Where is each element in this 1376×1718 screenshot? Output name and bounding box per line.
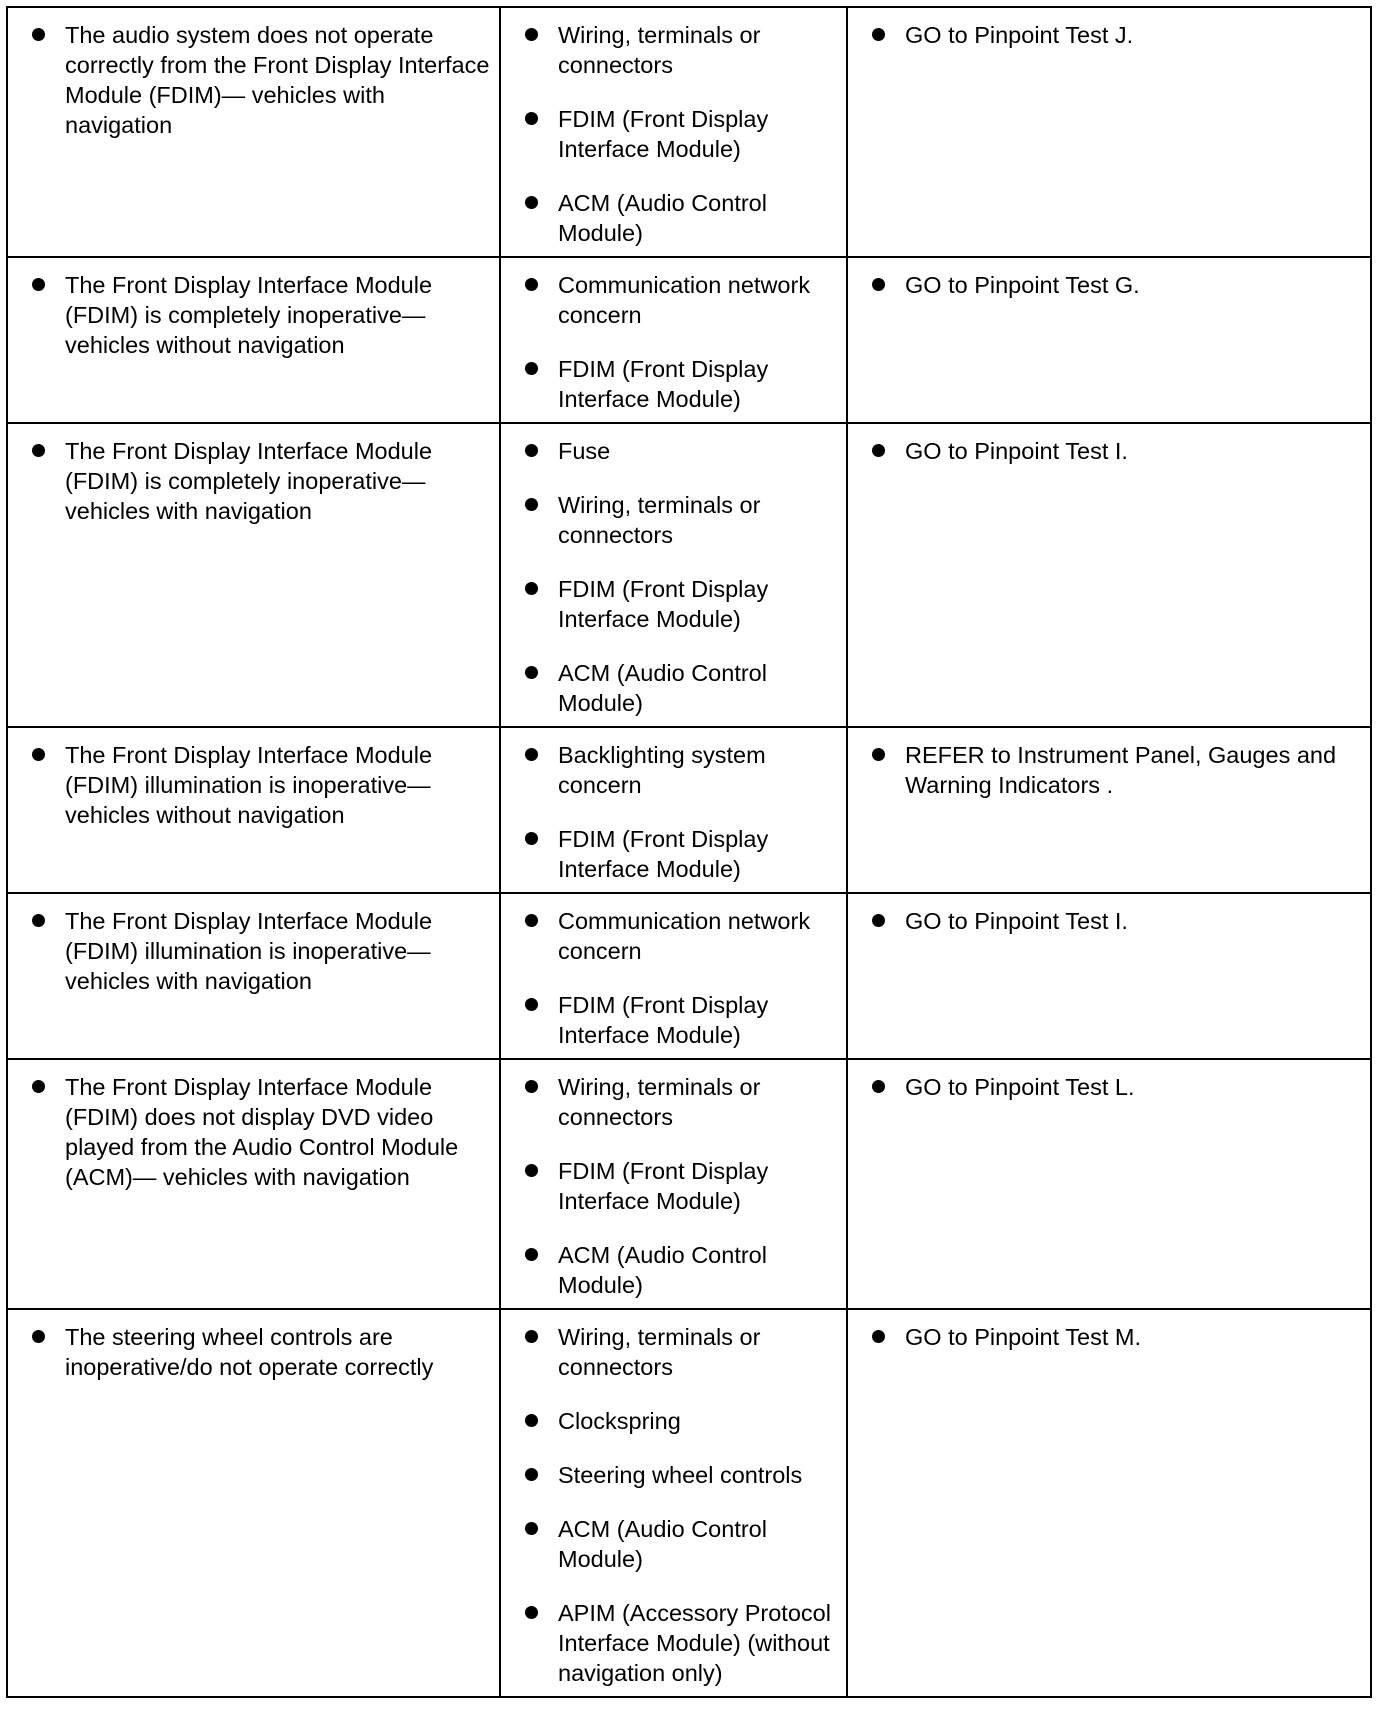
- bullet-icon: [525, 112, 538, 125]
- bullet-icon: [525, 748, 538, 761]
- list-item: [523, 574, 838, 634]
- possible-source-cell-text: Communication network concern: [558, 908, 811, 964]
- bullet-icon: [32, 444, 45, 457]
- bullet-icon: [872, 1330, 885, 1343]
- list-item: [523, 354, 838, 414]
- possible-source-cell-text: Communication network concern: [558, 272, 811, 328]
- bullet-icon: [32, 278, 45, 291]
- action-cell-list: [870, 1322, 1362, 1352]
- possible-source-cell-text: Steering wheel controls: [558, 1462, 803, 1488]
- bullet-icon: [32, 748, 45, 761]
- action-cell-text: GO to Pinpoint Test I.: [905, 908, 1128, 934]
- action-cell: [847, 893, 1371, 1059]
- possible-source-cell-text: FDIM (Front Display Interface Module): [558, 826, 769, 882]
- possible-source-cell-list: [523, 906, 838, 1050]
- action-cell: [847, 257, 1371, 423]
- possible-source-cell-text: Fuse: [558, 438, 611, 464]
- possible-source-cell-text: FDIM (Front Display Interface Module): [558, 576, 769, 632]
- bullet-icon: [525, 278, 538, 291]
- bullet-icon: [525, 362, 538, 375]
- action-cell: [847, 727, 1371, 893]
- table-row: [7, 7, 1371, 257]
- possible-source-cell-text: APIM (Accessory Protocol Interface Module) (without navigation only): [558, 1600, 831, 1686]
- bullet-icon: [525, 1330, 538, 1343]
- possible-source-cell-text: Wiring, terminals or connectors: [558, 1074, 761, 1130]
- possible-source-cell-text: FDIM (Front Display Interface Module): [558, 992, 769, 1048]
- action-cell-text: GO to Pinpoint Test L.: [905, 1074, 1135, 1100]
- list-item: [30, 906, 491, 996]
- list-item: [523, 188, 838, 248]
- possible-source-cell-list: [523, 20, 838, 248]
- bullet-icon: [525, 832, 538, 845]
- condition-cell: [7, 423, 500, 727]
- list-item: [523, 658, 838, 718]
- table-row: [7, 1059, 1371, 1309]
- possible-source-cell-list: [523, 270, 838, 414]
- list-item: [523, 436, 838, 466]
- possible-source-cell-list: [523, 1072, 838, 1300]
- list-item: [523, 990, 838, 1050]
- action-cell-list: [870, 1072, 1362, 1102]
- bullet-icon: [872, 1080, 885, 1093]
- possible-source-cell-text: ACM (Audio Control Module): [558, 660, 767, 716]
- condition-cell: [7, 1309, 500, 1697]
- action-cell-text: GO to Pinpoint Test M.: [905, 1324, 1141, 1350]
- bullet-icon: [525, 1248, 538, 1261]
- action-cell-list: [870, 270, 1362, 300]
- list-item: [523, 1240, 838, 1300]
- list-item: [30, 1322, 491, 1382]
- list-item: [523, 270, 838, 330]
- condition-cell-list: [30, 436, 491, 526]
- table-row: [7, 423, 1371, 727]
- list-item: [523, 1322, 838, 1382]
- possible-source-cell: [500, 1309, 847, 1697]
- action-cell-text: GO to Pinpoint Test J.: [905, 22, 1134, 48]
- action-cell: [847, 1059, 1371, 1309]
- condition-cell-text: The audio system does not operate correctly from the Front Display Interface Module (FDIM)— vehicles with navigation: [65, 22, 490, 138]
- possible-source-cell-list: [523, 1322, 838, 1688]
- symptom-chart-table: [6, 6, 1372, 1698]
- condition-cell-text: The Front Display Interface Module (FDIM) does not display DVD video played from the Audio Control Module (ACM)— vehicles with navigation: [65, 1074, 459, 1190]
- list-item: [523, 906, 838, 966]
- bullet-icon: [32, 914, 45, 927]
- list-item: [523, 1514, 838, 1574]
- bullet-icon: [525, 914, 538, 927]
- list-item: [870, 1322, 1362, 1352]
- possible-source-cell-text: FDIM (Front Display Interface Module): [558, 356, 769, 412]
- list-item: [523, 490, 838, 550]
- bullet-icon: [872, 748, 885, 761]
- bullet-icon: [525, 444, 538, 457]
- list-item: [30, 270, 491, 360]
- bullet-icon: [872, 278, 885, 291]
- condition-cell-text: The Front Display Interface Module (FDIM) illumination is inoperative— vehicles without navigation: [65, 742, 433, 828]
- list-item: [870, 906, 1362, 936]
- list-item: [523, 1156, 838, 1216]
- list-item: [523, 740, 838, 800]
- bullet-icon: [525, 666, 538, 679]
- condition-cell-list: [30, 20, 491, 140]
- bullet-icon: [525, 196, 538, 209]
- condition-cell: [7, 7, 500, 257]
- action-cell-list: [870, 740, 1362, 800]
- action-cell-text: REFER to Instrument Panel, Gauges and Warning Indicators .: [905, 742, 1337, 798]
- possible-source-cell-list: [523, 436, 838, 718]
- possible-source-cell-text: FDIM (Front Display Interface Module): [558, 1158, 769, 1214]
- list-item: [870, 1072, 1362, 1102]
- bullet-icon: [525, 498, 538, 511]
- table-row: [7, 893, 1371, 1059]
- bullet-icon: [525, 1414, 538, 1427]
- list-item: [523, 104, 838, 164]
- bullet-icon: [525, 28, 538, 41]
- possible-source-cell-text: Wiring, terminals or connectors: [558, 1324, 761, 1380]
- condition-cell: [7, 1059, 500, 1309]
- possible-source-cell-text: ACM (Audio Control Module): [558, 1242, 767, 1298]
- possible-source-cell: [500, 727, 847, 893]
- possible-source-cell: [500, 893, 847, 1059]
- list-item: [523, 824, 838, 884]
- possible-source-cell: [500, 257, 847, 423]
- action-cell-text: GO to Pinpoint Test G.: [905, 272, 1140, 298]
- action-cell: [847, 1309, 1371, 1697]
- condition-cell-text: The Front Display Interface Module (FDIM) is completely inoperative— vehicles without navigation: [65, 272, 433, 358]
- condition-cell: [7, 727, 500, 893]
- possible-source-cell-text: FDIM (Front Display Interface Module): [558, 106, 769, 162]
- condition-cell-text: The Front Display Interface Module (FDIM) illumination is inoperative— vehicles with navigation: [65, 908, 433, 994]
- bullet-icon: [872, 914, 885, 927]
- list-item: [30, 1072, 491, 1192]
- condition-cell-list: [30, 1072, 491, 1192]
- possible-source-cell-text: Backlighting system concern: [558, 742, 766, 798]
- list-item: [870, 740, 1362, 800]
- bullet-icon: [525, 582, 538, 595]
- list-item: [30, 20, 491, 140]
- list-item: [523, 1460, 838, 1490]
- list-item: [523, 1072, 838, 1132]
- condition-cell-list: [30, 270, 491, 360]
- table-row: [7, 727, 1371, 893]
- bullet-icon: [525, 1164, 538, 1177]
- table-row: [7, 1309, 1371, 1697]
- possible-source-cell-text: Wiring, terminals or connectors: [558, 22, 761, 78]
- symptom-chart-body: [7, 7, 1371, 1697]
- condition-cell: [7, 893, 500, 1059]
- possible-source-cell: [500, 1059, 847, 1309]
- bullet-icon: [525, 1468, 538, 1481]
- list-item: [870, 436, 1362, 466]
- bullet-icon: [32, 1330, 45, 1343]
- possible-source-cell-text: ACM (Audio Control Module): [558, 1516, 767, 1572]
- condition-cell-list: [30, 906, 491, 996]
- condition-cell-text: The Front Display Interface Module (FDIM) is completely inoperative— vehicles with navigation: [65, 438, 433, 524]
- bullet-icon: [872, 444, 885, 457]
- action-cell-text: GO to Pinpoint Test I.: [905, 438, 1128, 464]
- bullet-icon: [525, 1522, 538, 1535]
- action-cell: [847, 423, 1371, 727]
- list-item: [523, 1598, 838, 1688]
- list-item: [523, 20, 838, 80]
- bullet-icon: [32, 1080, 45, 1093]
- possible-source-cell-text: ACM (Audio Control Module): [558, 190, 767, 246]
- condition-cell-list: [30, 1322, 491, 1382]
- condition-cell: [7, 257, 500, 423]
- bullet-icon: [872, 28, 885, 41]
- possible-source-cell-list: [523, 740, 838, 884]
- bullet-icon: [525, 1606, 538, 1619]
- action-cell-list: [870, 436, 1362, 466]
- action-cell-list: [870, 906, 1362, 936]
- possible-source-cell: [500, 7, 847, 257]
- bullet-icon: [32, 28, 45, 41]
- possible-source-cell-text: Wiring, terminals or connectors: [558, 492, 761, 548]
- list-item: [870, 20, 1362, 50]
- action-cell-list: [870, 20, 1362, 50]
- possible-source-cell-text: Clockspring: [558, 1408, 681, 1434]
- bullet-icon: [525, 998, 538, 1011]
- condition-cell-list: [30, 740, 491, 830]
- list-item: [523, 1406, 838, 1436]
- table-row: [7, 257, 1371, 423]
- list-item: [870, 270, 1362, 300]
- possible-source-cell: [500, 423, 847, 727]
- list-item: [30, 436, 491, 526]
- list-item: [30, 740, 491, 830]
- condition-cell-text: The steering wheel controls are inoperative/do not operate correctly: [65, 1324, 434, 1380]
- bullet-icon: [525, 1080, 538, 1093]
- action-cell: [847, 7, 1371, 257]
